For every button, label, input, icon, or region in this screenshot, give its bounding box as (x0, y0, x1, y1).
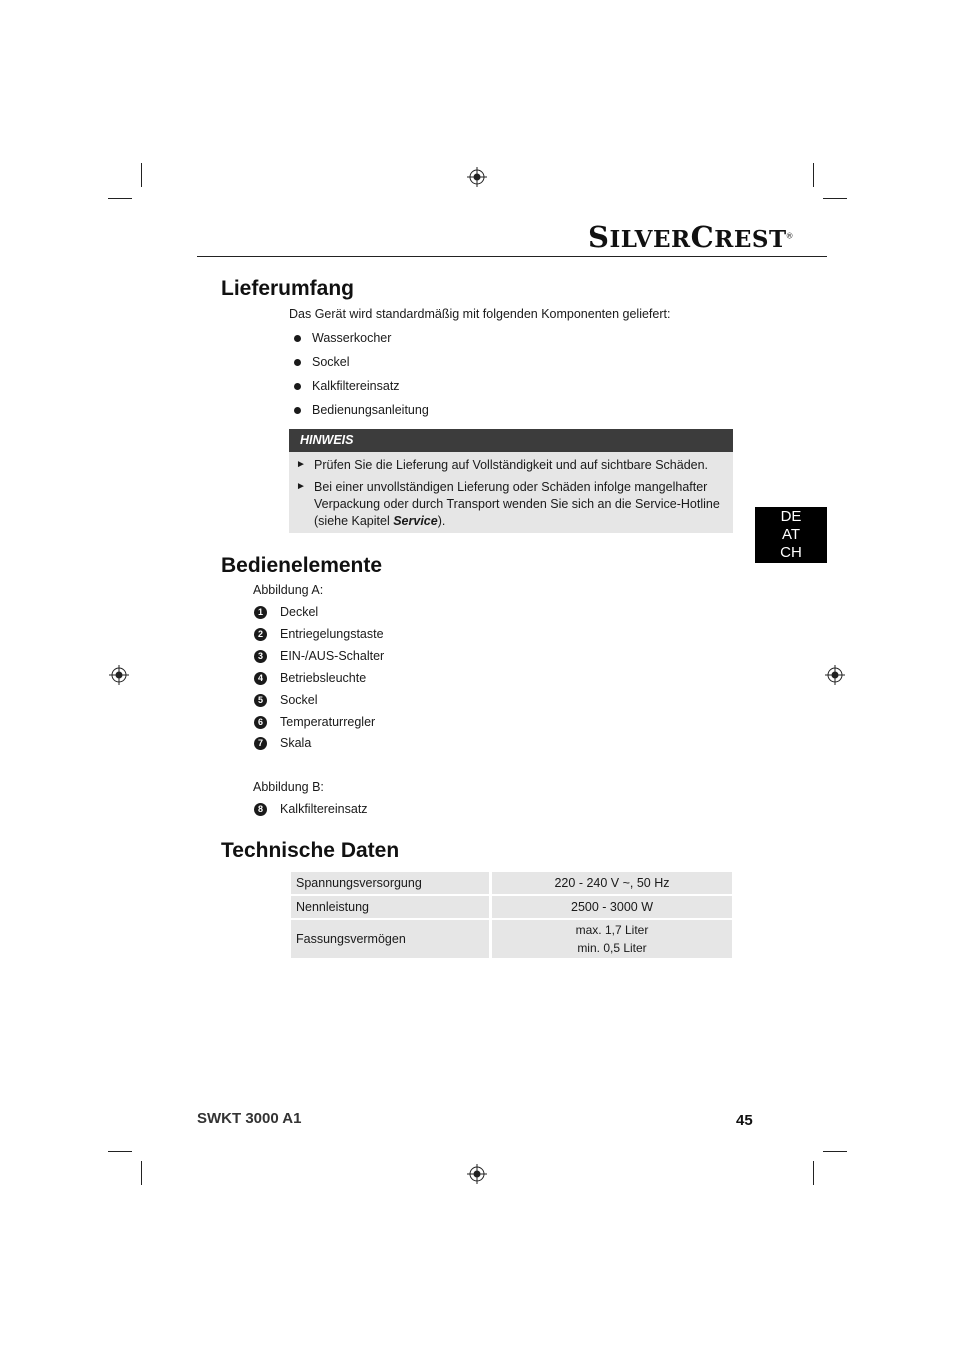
hinweis-point: Bei einer unvollständigen Lieferung oder Schäden infolge mangelhafter (314, 480, 708, 494)
section-title-technische-daten: Technische Daten (221, 839, 400, 862)
registration-mark-icon (825, 665, 845, 685)
hinweis-point-cont: (siehe Kapitel Service). (314, 514, 446, 528)
footer-model: SWKT 3000 A1 (197, 1110, 302, 1127)
table-cell-value: max. 1,7 Liter min. 0,5 Liter (492, 920, 732, 958)
number-badge: 6 (254, 716, 267, 729)
bullet-icon (294, 335, 301, 342)
bullet-icon (294, 383, 301, 390)
language-code: AT (781, 526, 801, 543)
registration-mark-icon (467, 1164, 487, 1184)
hinweis-header (289, 429, 733, 452)
number-badge: 1 (254, 606, 267, 619)
table-cell-label: Spannungsversorgung (291, 872, 489, 894)
control-item: Temperaturregler (280, 715, 376, 729)
number-badge: 8 (254, 803, 267, 816)
page-number: 45 (736, 1112, 753, 1129)
crop-mark (141, 1161, 142, 1185)
hinweis-point: Prüfen Sie die Lieferung auf Vollständigkeit und auf sichtbare Schäden. (314, 458, 709, 472)
arrow-bullet-icon: ► (296, 459, 306, 470)
control-item: Betriebsleuchte (280, 671, 367, 685)
table-cell-label: Fassungsvermögen (291, 920, 489, 958)
hinweis-point-cont: Verpackung oder durch Transport wenden Sie sich an die Service-Hotline (314, 497, 720, 511)
table-cell-value: 2500 - 3000 W (492, 896, 732, 918)
section-title-lieferumfang: Lieferumfang (221, 277, 355, 300)
language-code: DE (780, 508, 802, 525)
list-item: Wasserkocher (312, 331, 392, 345)
silvercrest-logo: SILVERCREST® (588, 220, 794, 254)
number-badge: 2 (254, 628, 267, 641)
control-item: EIN-/AUS-Schalter (280, 649, 385, 663)
figure-label: Abbildung A: (253, 583, 324, 597)
control-item: Kalkfiltereinsatz (280, 802, 368, 816)
table-cell-value: 220 - 240 V ~, 50 Hz (492, 872, 732, 894)
lieferumfang-intro: Das Gerät wird standardmäßig mit folgenden Komponenten geliefert: (289, 307, 671, 321)
bullet-icon (294, 407, 301, 414)
registration-mark-icon (467, 167, 487, 187)
crop-mark (108, 198, 132, 199)
registration-mark-icon (109, 665, 129, 685)
crop-mark (813, 163, 814, 187)
crop-mark (141, 163, 142, 187)
language-code: CH (780, 544, 802, 561)
list-item: Kalkfiltereinsatz (312, 379, 400, 393)
crop-mark (813, 1161, 814, 1185)
number-badge: 5 (254, 694, 267, 707)
control-item: Skala (280, 736, 312, 750)
control-item: Deckel (280, 605, 319, 619)
number-badge: 3 (254, 650, 267, 663)
bullet-icon (294, 359, 301, 366)
arrow-bullet-icon: ► (296, 481, 306, 492)
figure-label: Abbildung B: (253, 780, 324, 794)
crop-mark (108, 1151, 132, 1152)
list-item: Bedienungsanleitung (312, 403, 429, 417)
table-cell-label: Nennleistung (291, 896, 489, 918)
control-item: Entriegelungstaste (280, 627, 384, 641)
crop-mark (823, 198, 847, 199)
crop-mark (823, 1151, 847, 1152)
number-badge: 4 (254, 672, 267, 685)
list-item: Sockel (312, 355, 350, 369)
header-rule (197, 256, 827, 257)
section-title-bedienelemente: Bedienelemente (221, 554, 383, 577)
control-item: Sockel (280, 693, 318, 707)
hinweis-title: HINWEIS (300, 433, 354, 447)
number-badge: 7 (254, 737, 267, 750)
language-tab (755, 507, 827, 563)
